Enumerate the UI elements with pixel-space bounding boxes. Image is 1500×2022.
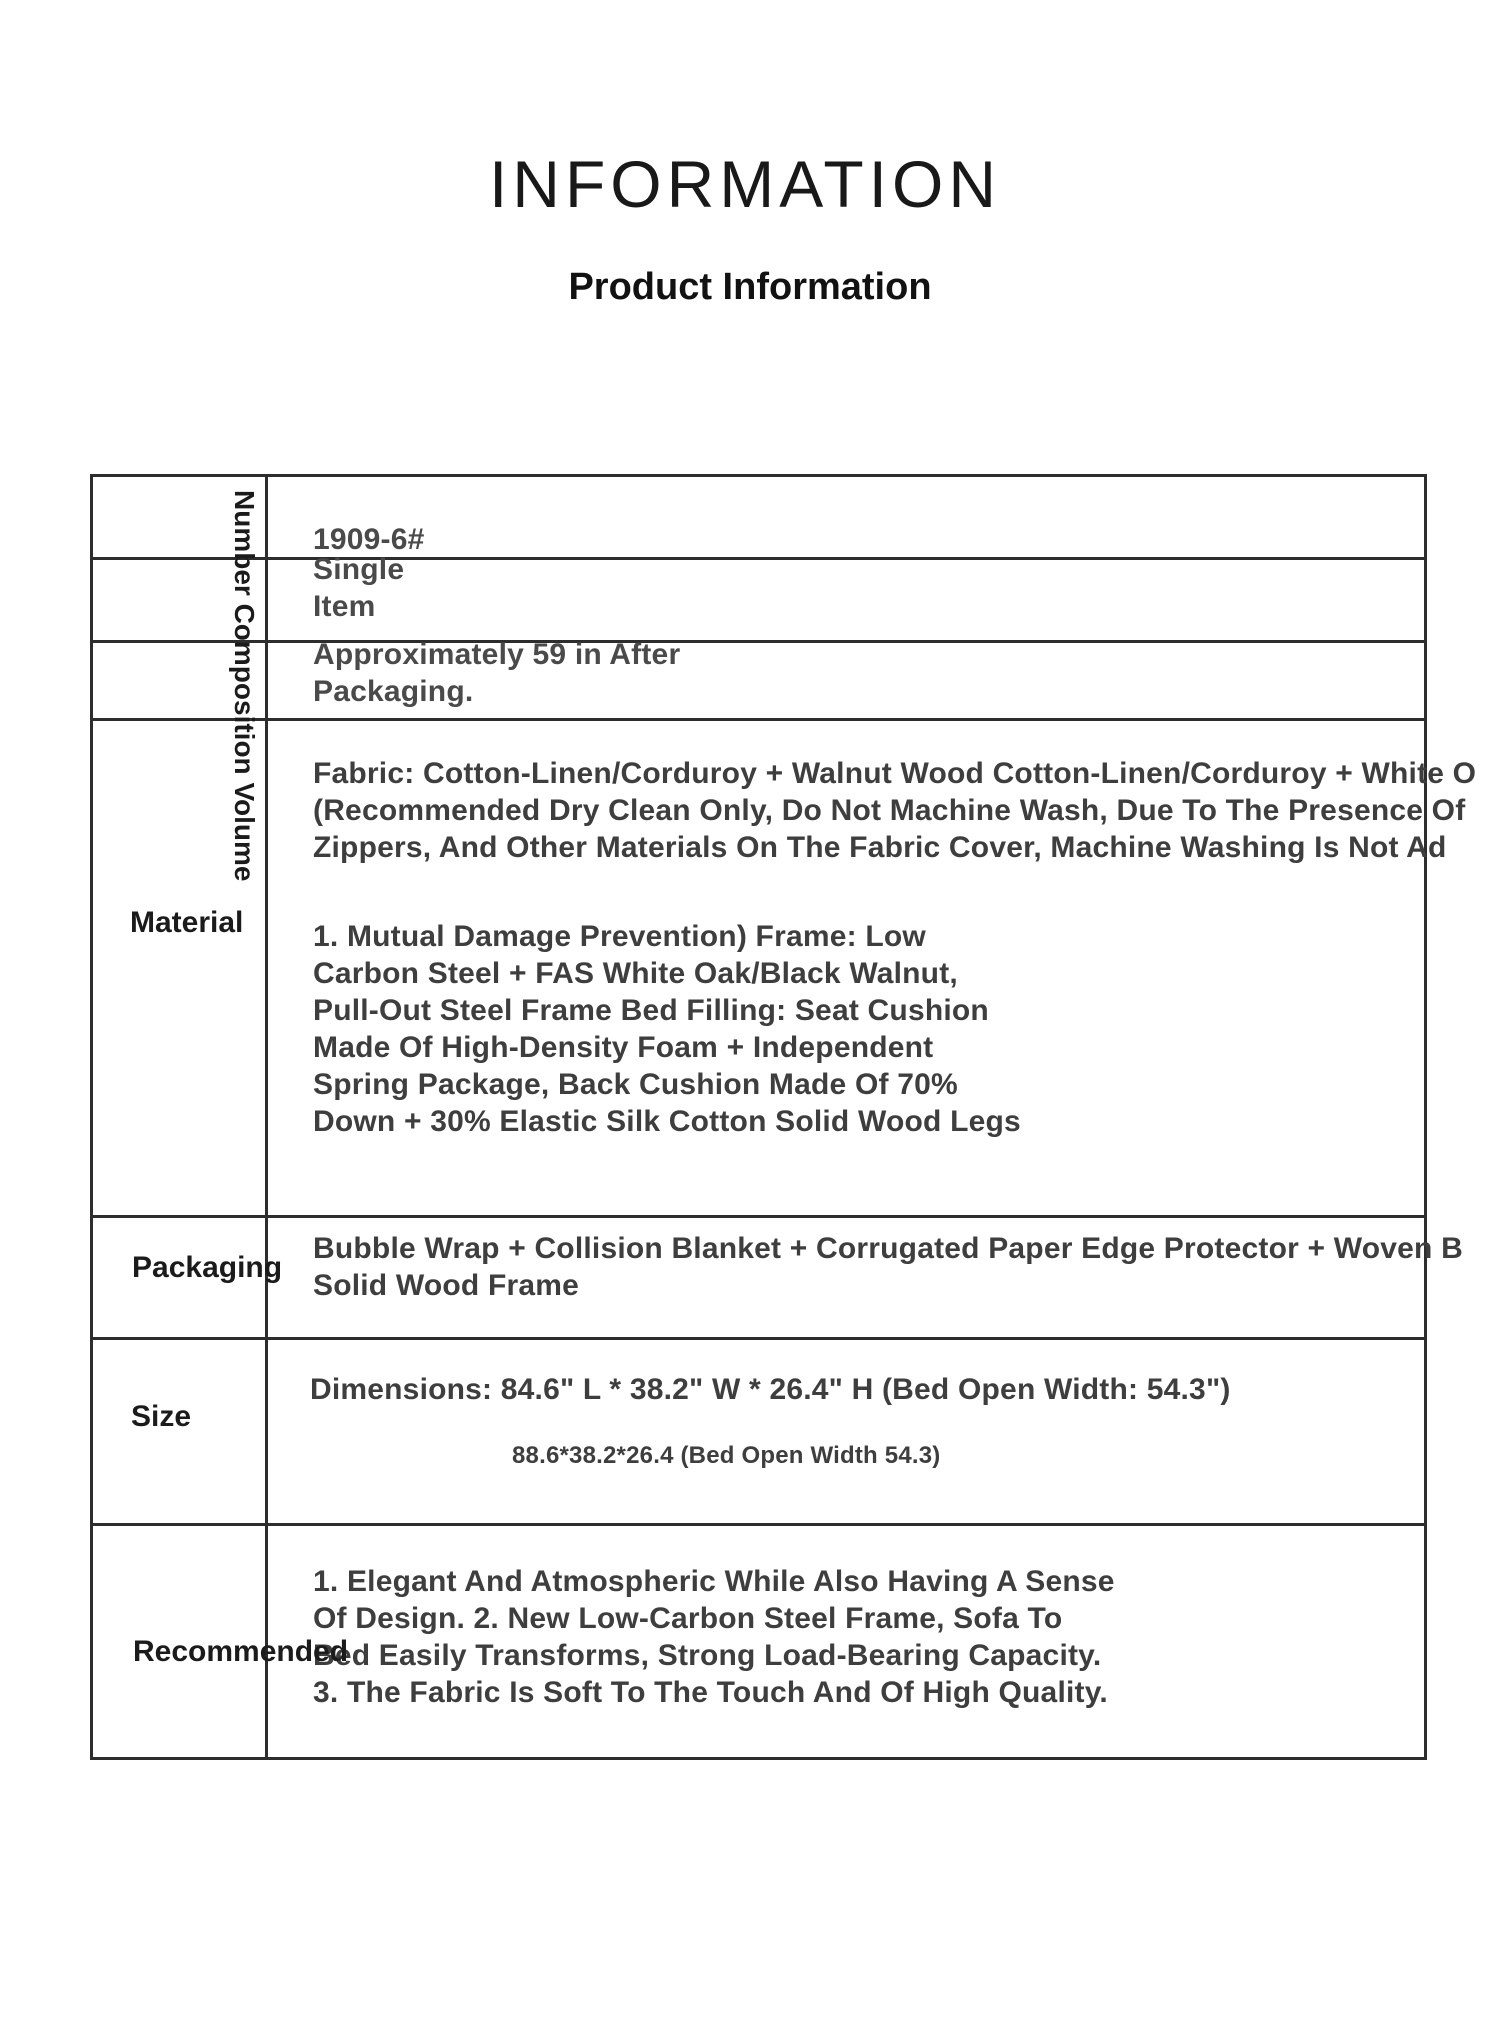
volume-value: [313, 636, 680, 710]
row-label-size: Size: [131, 1400, 192, 1433]
table-border-right: [1424, 474, 1427, 1760]
table-column-divider: [265, 474, 268, 1760]
table-row-separator-4: [90, 1215, 1427, 1218]
table-row-separator-2: [90, 640, 1427, 643]
material-fabric-line-1: Fabric: Cotton-Linen/Corduroy + Walnut Wood Cotton-Linen/Corduroy + White O: [313, 757, 1477, 790]
table-border-bottom: [90, 1757, 1427, 1760]
material-frame-line-2: Carbon Steel + FAS White Oak/Black Walnut,: [313, 957, 958, 990]
packaging-line-1: Bubble Wrap + Collision Blanket + Corrugated Paper Edge Protector + Woven B: [313, 1232, 1463, 1265]
item-number-value: 1909-6#: [313, 523, 425, 556]
material-frame-line-5: Spring Package, Back Cushion Made Of 70%: [313, 1068, 958, 1101]
material-fabric-paragraph: [313, 755, 1476, 866]
row-label-number-composition-volume: Number Composition Volume: [229, 490, 260, 882]
material-fabric-line-3: Zippers, And Other Materials On The Fabric Cover, Machine Washing Is Not Ad: [313, 831, 1447, 864]
page-subtitle: Product Information: [568, 266, 932, 308]
table-row-separator-5: [90, 1337, 1427, 1340]
page-title: INFORMATION: [488, 147, 1002, 221]
composition-line-1: Single: [313, 553, 405, 586]
recommended-value: [313, 1563, 1115, 1711]
material-frame-line-3: Pull-Out Steel Frame Bed Filling: Seat Cushion: [313, 994, 989, 1027]
row-label-material: Material: [130, 906, 244, 939]
row-label-recommended: Recommended: [133, 1635, 349, 1668]
table-border-top: [90, 474, 1427, 477]
material-frame-line-6: Down + 30% Elastic Silk Cotton Solid Wood Legs: [313, 1105, 1021, 1138]
composition-line-2: Item: [313, 590, 376, 623]
size-dimensions-alt: 88.6*38.2*26.4 (Bed Open Width 54.3): [512, 1442, 941, 1469]
material-frame-paragraph: [313, 918, 1021, 1140]
row-label-packaging: Packaging: [132, 1251, 283, 1284]
packaging-value: [313, 1230, 1463, 1304]
recommended-line-3: Bed Easily Transforms, Strong Load-Bearing Capacity.: [313, 1639, 1102, 1672]
material-frame-line-1: 1. Mutual Damage Prevention) Frame: Low: [313, 920, 926, 953]
packaging-line-2: Solid Wood Frame: [313, 1269, 579, 1302]
composition-value: [313, 551, 404, 625]
recommended-line-2: Of Design. 2. New Low-Carbon Steel Frame, Sofa To: [313, 1602, 1063, 1635]
material-fabric-line-2: (Recommended Dry Clean Only, Do Not Machine Wash, Due To The Presence Of: [313, 794, 1466, 827]
recommended-line-4: 3. The Fabric Is Soft To The Touch And Of High Quality.: [313, 1676, 1108, 1709]
table-row-separator-6: [90, 1523, 1427, 1526]
material-frame-line-4: Made Of High-Density Foam + Independent: [313, 1031, 934, 1064]
table-row-separator-1: [90, 557, 1427, 560]
volume-line-2: Packaging.: [313, 675, 474, 708]
volume-line-1: Approximately 59 in After: [313, 638, 681, 671]
recommended-line-1: 1. Elegant And Atmospheric While Also Having A Sense: [313, 1565, 1115, 1598]
table-row-separator-3: [90, 718, 1427, 721]
table-border-left: [90, 474, 93, 1760]
size-dimensions: Dimensions: 84.6" L * 38.2" W * 26.4" H (Bed Open Width: 54.3"): [310, 1373, 1231, 1406]
